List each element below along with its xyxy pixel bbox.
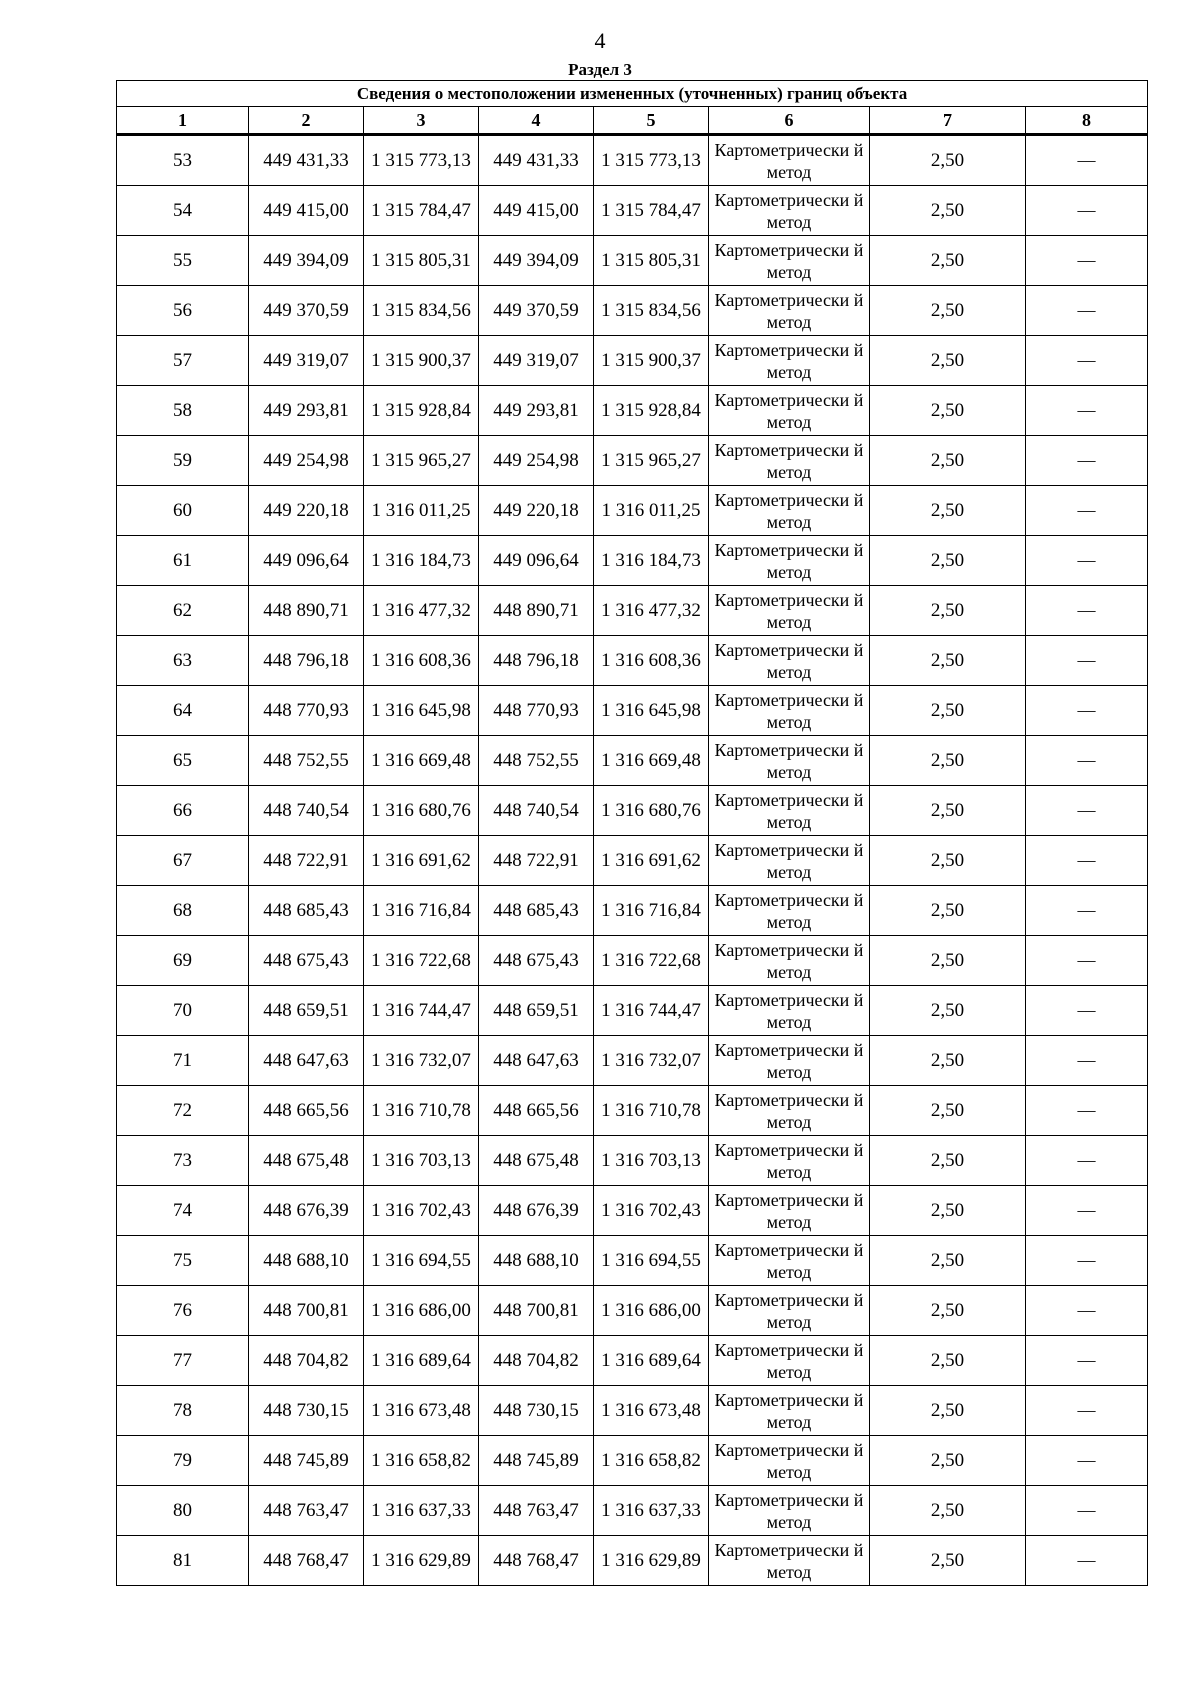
table-row [117,636,1148,686]
point-number-cell: 74 [117,1186,249,1236]
description-cell: — [1026,236,1148,286]
x-old-cell: 448 704,82 [249,1336,364,1386]
precision-cell: 2,50 [870,436,1026,486]
y-old-cell: 1 316 645,98 [364,686,479,736]
y-new-cell: 1 315 805,31 [594,236,709,286]
y-old-cell: 1 316 744,47 [364,986,479,1036]
method-cell: Картометрически й метод [709,736,870,786]
y-old-cell: 1 316 477,32 [364,586,479,636]
column-number: 8 [1026,107,1148,135]
x-old-cell: 449 319,07 [249,336,364,386]
method-cell: Картометрически й метод [709,1436,870,1486]
y-new-cell: 1 315 965,27 [594,436,709,486]
precision-cell: 2,50 [870,1536,1026,1586]
description-cell: — [1026,886,1148,936]
y-old-cell: 1 315 900,37 [364,336,479,386]
point-number-cell: 72 [117,1086,249,1136]
x-new-cell: 448 745,89 [479,1436,594,1486]
method-cell: Картометрически й метод [709,1286,870,1336]
method-cell: Картометрически й метод [709,1536,870,1586]
method-cell: Картометрически й метод [709,1486,870,1536]
y-old-cell: 1 316 673,48 [364,1386,479,1436]
x-new-cell: 449 096,64 [479,536,594,586]
y-new-cell: 1 315 834,56 [594,286,709,336]
description-cell: — [1026,1086,1148,1136]
point-number-cell: 60 [117,486,249,536]
description-cell: — [1026,1236,1148,1286]
description-cell: — [1026,736,1148,786]
x-new-cell: 448 688,10 [479,1236,594,1286]
precision-cell: 2,50 [870,986,1026,1036]
point-number-cell: 61 [117,536,249,586]
precision-cell: 2,50 [870,1486,1026,1536]
boundary-coordinates-table [116,80,1148,1586]
y-old-cell: 1 316 702,43 [364,1186,479,1236]
description-cell: — [1026,336,1148,386]
table-row [117,1036,1148,1086]
method-cell: Картометрически й метод [709,436,870,486]
y-new-cell: 1 316 669,48 [594,736,709,786]
x-old-cell: 448 722,91 [249,836,364,886]
description-cell: — [1026,186,1148,236]
column-number: 3 [364,107,479,135]
table-row [117,1336,1148,1386]
x-new-cell: 448 740,54 [479,786,594,836]
table-row [117,1286,1148,1336]
y-old-cell: 1 315 773,13 [364,135,479,186]
table-row [117,286,1148,336]
column-number: 6 [709,107,870,135]
x-new-cell: 448 685,43 [479,886,594,936]
point-number-cell: 71 [117,1036,249,1086]
y-old-cell: 1 316 608,36 [364,636,479,686]
column-number: 4 [479,107,594,135]
y-old-cell: 1 316 669,48 [364,736,479,786]
x-new-cell: 448 675,43 [479,936,594,986]
y-old-cell: 1 316 732,07 [364,1036,479,1086]
precision-cell: 2,50 [870,1336,1026,1386]
point-number-cell: 69 [117,936,249,986]
precision-cell: 2,50 [870,236,1026,286]
y-old-cell: 1 316 716,84 [364,886,479,936]
y-new-cell: 1 316 689,64 [594,1336,709,1386]
method-cell: Картометрически й метод [709,636,870,686]
method-cell: Картометрически й метод [709,386,870,436]
method-cell: Картометрически й метод [709,886,870,936]
x-new-cell: 449 394,09 [479,236,594,286]
y-old-cell: 1 316 637,33 [364,1486,479,1536]
precision-cell: 2,50 [870,536,1026,586]
precision-cell: 2,50 [870,1086,1026,1136]
y-new-cell: 1 316 477,32 [594,586,709,636]
point-number-cell: 56 [117,286,249,336]
description-cell: — [1026,836,1148,886]
table-row [117,936,1148,986]
method-cell: Картометрически й метод [709,686,870,736]
method-cell: Картометрически й метод [709,135,870,186]
x-old-cell: 448 688,10 [249,1236,364,1286]
table-row [117,186,1148,236]
x-new-cell: 448 763,47 [479,1486,594,1536]
y-old-cell: 1 316 629,89 [364,1536,479,1586]
point-number-cell: 66 [117,786,249,836]
method-cell: Картометрически й метод [709,986,870,1036]
x-new-cell: 449 370,59 [479,286,594,336]
x-old-cell: 449 293,81 [249,386,364,436]
description-cell: — [1026,1186,1148,1236]
description-cell: — [1026,1136,1148,1186]
x-new-cell: 448 665,56 [479,1086,594,1136]
x-old-cell: 449 220,18 [249,486,364,536]
x-old-cell: 448 700,81 [249,1286,364,1336]
x-new-cell: 448 700,81 [479,1286,594,1336]
x-new-cell: 448 768,47 [479,1536,594,1586]
x-new-cell: 449 415,00 [479,186,594,236]
description-cell: — [1026,1536,1148,1586]
table-row [117,836,1148,886]
point-number-cell: 76 [117,1286,249,1336]
method-cell: Картометрически й метод [709,486,870,536]
precision-cell: 2,50 [870,886,1026,936]
point-number-cell: 57 [117,336,249,386]
method-cell: Картометрически й метод [709,836,870,886]
precision-cell: 2,50 [870,1236,1026,1286]
method-cell: Картометрически й метод [709,586,870,636]
precision-cell: 2,50 [870,686,1026,736]
method-cell: Картометрически й метод [709,536,870,586]
point-number-cell: 64 [117,686,249,736]
x-old-cell: 449 431,33 [249,135,364,186]
point-number-cell: 67 [117,836,249,886]
description-cell: — [1026,786,1148,836]
x-new-cell: 448 659,51 [479,986,594,1036]
x-old-cell: 449 254,98 [249,436,364,486]
table-caption-row [117,81,1148,107]
y-old-cell: 1 315 805,31 [364,236,479,286]
x-old-cell: 448 665,56 [249,1086,364,1136]
x-new-cell: 448 722,91 [479,836,594,886]
y-new-cell: 1 316 702,43 [594,1186,709,1236]
y-old-cell: 1 316 184,73 [364,536,479,586]
description-cell: — [1026,286,1148,336]
y-old-cell: 1 316 658,82 [364,1436,479,1486]
precision-cell: 2,50 [870,586,1026,636]
y-new-cell: 1 316 658,82 [594,1436,709,1486]
table-row [117,586,1148,636]
description-cell: — [1026,936,1148,986]
x-old-cell: 448 676,39 [249,1186,364,1236]
y-old-cell: 1 316 703,13 [364,1136,479,1186]
y-old-cell: 1 316 686,00 [364,1286,479,1336]
x-old-cell: 448 740,54 [249,786,364,836]
x-new-cell: 448 676,39 [479,1186,594,1236]
x-old-cell: 448 770,93 [249,686,364,736]
y-old-cell: 1 315 928,84 [364,386,479,436]
x-old-cell: 448 730,15 [249,1386,364,1436]
table-row [117,686,1148,736]
precision-cell: 2,50 [870,186,1026,236]
x-new-cell: 448 675,48 [479,1136,594,1186]
description-cell: — [1026,986,1148,1036]
y-new-cell: 1 316 722,68 [594,936,709,986]
description-cell: — [1026,135,1148,186]
precision-cell: 2,50 [870,1286,1026,1336]
table-row [117,1236,1148,1286]
point-number-cell: 58 [117,386,249,436]
y-old-cell: 1 316 722,68 [364,936,479,986]
x-new-cell: 448 752,55 [479,736,594,786]
x-new-cell: 449 254,98 [479,436,594,486]
x-old-cell: 448 796,18 [249,636,364,686]
y-old-cell: 1 315 834,56 [364,286,479,336]
description-cell: — [1026,586,1148,636]
column-number: 1 [117,107,249,135]
x-new-cell: 448 647,63 [479,1036,594,1086]
method-cell: Картометрически й метод [709,1186,870,1236]
y-new-cell: 1 316 744,47 [594,986,709,1036]
y-new-cell: 1 316 680,76 [594,786,709,836]
x-new-cell: 449 431,33 [479,135,594,186]
y-old-cell: 1 316 694,55 [364,1236,479,1286]
x-old-cell: 448 675,43 [249,936,364,986]
table-row [117,436,1148,486]
table-row [117,1136,1148,1186]
y-old-cell: 1 316 011,25 [364,486,479,536]
point-number-cell: 54 [117,186,249,236]
x-new-cell: 449 293,81 [479,386,594,436]
precision-cell: 2,50 [870,486,1026,536]
x-old-cell: 448 685,43 [249,886,364,936]
x-old-cell: 448 763,47 [249,1486,364,1536]
method-cell: Картометрически й метод [709,786,870,836]
y-new-cell: 1 316 011,25 [594,486,709,536]
point-number-cell: 75 [117,1236,249,1286]
point-number-cell: 77 [117,1336,249,1386]
section-title: Раздел 3 [568,60,632,79]
y-old-cell: 1 315 965,27 [364,436,479,486]
method-cell: Картометрически й метод [709,936,870,986]
x-old-cell: 448 659,51 [249,986,364,1036]
precision-cell: 2,50 [870,1186,1026,1236]
x-old-cell: 448 768,47 [249,1536,364,1586]
y-new-cell: 1 316 703,13 [594,1136,709,1186]
x-old-cell: 449 415,00 [249,186,364,236]
x-old-cell: 448 752,55 [249,736,364,786]
precision-cell: 2,50 [870,286,1026,336]
point-number-cell: 79 [117,1436,249,1486]
table-row [117,135,1148,186]
x-old-cell: 448 890,71 [249,586,364,636]
y-new-cell: 1 315 784,47 [594,186,709,236]
x-old-cell: 448 647,63 [249,1036,364,1086]
x-new-cell: 448 796,18 [479,636,594,686]
y-new-cell: 1 316 645,98 [594,686,709,736]
y-new-cell: 1 316 710,78 [594,1086,709,1136]
column-number: 7 [870,107,1026,135]
point-number-cell: 70 [117,986,249,1036]
y-new-cell: 1 316 694,55 [594,1236,709,1286]
description-cell: — [1026,1036,1148,1086]
y-old-cell: 1 316 680,76 [364,786,479,836]
precision-cell: 2,50 [870,1436,1026,1486]
description-cell: — [1026,536,1148,586]
table-row [117,386,1148,436]
method-cell: Картометрически й метод [709,1236,870,1286]
y-new-cell: 1 316 629,89 [594,1536,709,1586]
precision-cell: 2,50 [870,636,1026,686]
point-number-cell: 78 [117,1386,249,1436]
table-row [117,336,1148,386]
description-cell: — [1026,636,1148,686]
method-cell: Картометрически й метод [709,1086,870,1136]
y-new-cell: 1 316 184,73 [594,536,709,586]
y-new-cell: 1 315 773,13 [594,135,709,186]
y-old-cell: 1 316 689,64 [364,1336,479,1386]
description-cell: — [1026,436,1148,486]
x-new-cell: 449 220,18 [479,486,594,536]
table-row [117,1086,1148,1136]
method-cell: Картометрически й метод [709,1136,870,1186]
point-number-cell: 73 [117,1136,249,1186]
description-cell: — [1026,1386,1148,1436]
precision-cell: 2,50 [870,936,1026,986]
precision-cell: 2,50 [870,786,1026,836]
point-number-cell: 81 [117,1536,249,1586]
x-new-cell: 449 319,07 [479,336,594,386]
method-cell: Картометрически й метод [709,336,870,386]
page-number: 4 [594,28,606,53]
x-new-cell: 448 890,71 [479,586,594,636]
method-cell: Картометрически й метод [709,236,870,286]
table-row [117,486,1148,536]
precision-cell: 2,50 [870,135,1026,186]
point-number-cell: 55 [117,236,249,286]
y-new-cell: 1 316 608,36 [594,636,709,686]
x-new-cell: 448 730,15 [479,1386,594,1436]
y-old-cell: 1 315 784,47 [364,186,479,236]
table-caption: Сведения о местоположении измененных (уточненных) границ объекта [117,81,1148,107]
table-row [117,786,1148,836]
method-cell: Картометрически й метод [709,286,870,336]
table-row [117,736,1148,786]
point-number-cell: 59 [117,436,249,486]
description-cell: — [1026,1436,1148,1486]
table-row [117,1436,1148,1486]
description-cell: — [1026,386,1148,436]
description-cell: — [1026,686,1148,736]
table-row [117,1186,1148,1236]
precision-cell: 2,50 [870,736,1026,786]
x-new-cell: 448 704,82 [479,1336,594,1386]
y-old-cell: 1 316 691,62 [364,836,479,886]
method-cell: Картометрически й метод [709,1036,870,1086]
precision-cell: 2,50 [870,386,1026,436]
y-new-cell: 1 316 637,33 [594,1486,709,1536]
y-new-cell: 1 316 716,84 [594,886,709,936]
point-number-cell: 80 [117,1486,249,1536]
point-number-cell: 53 [117,135,249,186]
point-number-cell: 63 [117,636,249,686]
precision-cell: 2,50 [870,336,1026,386]
description-cell: — [1026,1286,1148,1336]
x-old-cell: 449 394,09 [249,236,364,286]
table-row [117,536,1148,586]
y-new-cell: 1 316 691,62 [594,836,709,886]
description-cell: — [1026,1336,1148,1386]
x-old-cell: 449 370,59 [249,286,364,336]
point-number-cell: 62 [117,586,249,636]
x-old-cell: 448 675,48 [249,1136,364,1186]
y-new-cell: 1 316 686,00 [594,1286,709,1336]
x-old-cell: 449 096,64 [249,536,364,586]
y-new-cell: 1 315 900,37 [594,336,709,386]
x-old-cell: 448 745,89 [249,1436,364,1486]
table-row [117,1486,1148,1536]
column-number-row [117,107,1148,135]
precision-cell: 2,50 [870,1136,1026,1186]
y-old-cell: 1 316 710,78 [364,1086,479,1136]
precision-cell: 2,50 [870,836,1026,886]
y-new-cell: 1 315 928,84 [594,386,709,436]
precision-cell: 2,50 [870,1386,1026,1436]
precision-cell: 2,50 [870,1036,1026,1086]
column-number: 2 [249,107,364,135]
table-row [117,1536,1148,1586]
table-row [117,886,1148,936]
method-cell: Картометрически й метод [709,1386,870,1436]
point-number-cell: 68 [117,886,249,936]
description-cell: — [1026,486,1148,536]
table-body [117,135,1148,1586]
method-cell: Картометрически й метод [709,186,870,236]
table-row [117,236,1148,286]
table-row [117,986,1148,1036]
point-number-cell: 65 [117,736,249,786]
column-number: 5 [594,107,709,135]
method-cell: Картометрически й метод [709,1336,870,1386]
y-new-cell: 1 316 673,48 [594,1386,709,1436]
y-new-cell: 1 316 732,07 [594,1036,709,1086]
table-row [117,1386,1148,1436]
x-new-cell: 448 770,93 [479,686,594,736]
description-cell: — [1026,1486,1148,1536]
